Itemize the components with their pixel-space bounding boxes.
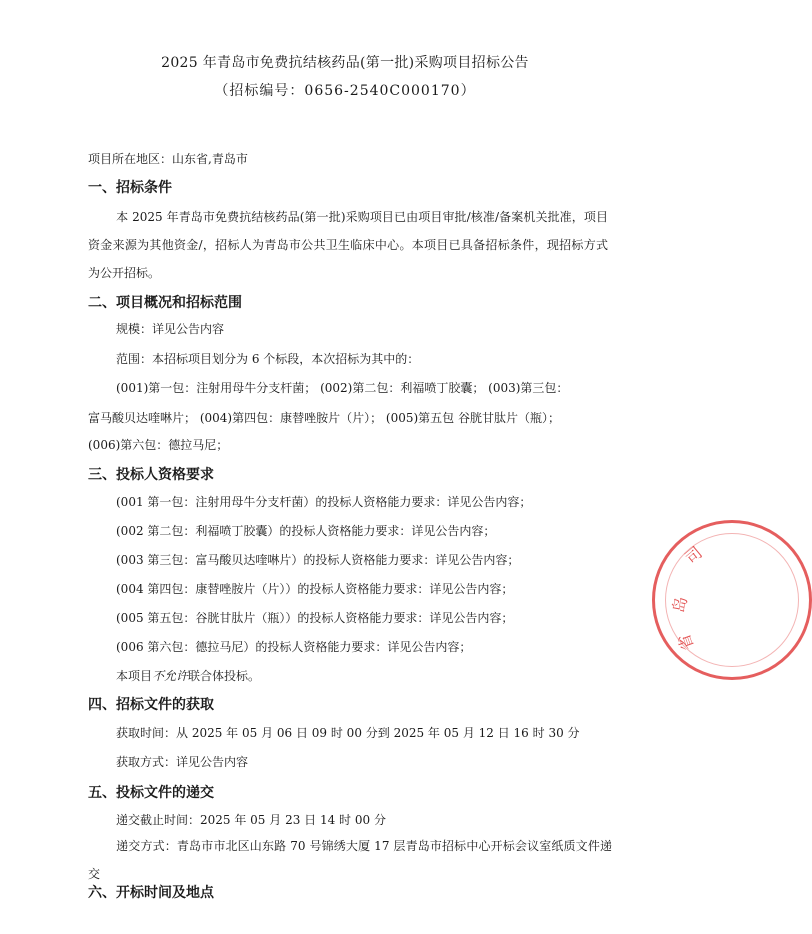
lots-line-1: (001)第一包：注射用母牛分支杆菌； (002)第二包：利福喷丁胶囊； (003)第三包： [116,381,569,395]
qualification-item: (006 第六包：德拉马尼）的投标人资格能力要求：详见公告内容； [116,640,472,654]
scale-line: 规模：详见公告内容 [116,322,225,336]
acquisition-method: 获取方式：详见公告内容 [116,755,249,769]
consortium-emphasis: 不允许 [152,669,189,683]
scope-line: 范围：本招标项目划分为 6 个标段，本次招标为其中的： [116,352,420,366]
section-4-heading: 四、招标文件的获取 [88,697,214,713]
consortium-line [116,667,260,684]
qualification-item: (003 第三包：富马酸贝达喹啉片）的投标人资格能力要求：详见公告内容； [116,553,520,567]
section-1-paragraph [88,203,608,287]
submission-method: 递交方式：青岛市市北区山东路 70 号锦绣大厦 17 层青岛市招标中心开标会议室纸质文件递交 [88,839,612,881]
lots-line-2: 富马酸贝达喹啉片； (004)第四包：康替唑胺片（片）； (005)第五包 谷胱甘肽片（瓶）； [88,411,560,425]
lots-line-3: (006)第六包：德拉马尼； [88,438,229,452]
section-2-heading: 二、项目概况和招标范围 [88,295,242,311]
section-3-heading: 三、投标人资格要求 [88,467,214,483]
qualification-item: (002 第二包：利福喷丁胶囊）的投标人资格能力要求：详见公告内容； [116,524,496,538]
submission-deadline: 递交截止时间：2025 年 05 月 23 日 14 时 00 分 [116,813,386,827]
consortium-prefix: 本项目 [116,669,153,683]
seal-char: 岛 [669,595,691,615]
tender-code: （招标编号：0656-2540C000170） [214,83,476,99]
seal-char: 司 [681,542,706,568]
qualification-item: (005 第五包：谷胱甘肽片（瓶））的投标人资格能力要求：详见公告内容； [116,611,514,625]
official-seal [652,520,812,680]
section-6-heading: 六、开标时间及地点 [88,885,214,901]
qualification-item: (001 第一包：注射用母牛分支杆菌）的投标人资格能力要求：详见公告内容； [116,495,532,509]
submission-method-paragraph [88,832,612,888]
section-1-heading: 一、招标条件 [88,180,172,196]
consortium-suffix: 联合体投标。 [188,669,261,683]
section-1-text: 本 2025 年青岛市免费抗结核药品(第一批)采购项目已由项目审批/核准/备案机关批准，项目资金来源为其他资金/，招标人为青岛市公共卫生临床中心。本项目已具备招标条件，现招标方式为公开招标。 [88,210,608,280]
project-location: 项目所在地区：山东省,青岛市 [88,152,248,166]
acquisition-time: 获取时间：从 2025 年 05 月 06 日 09 时 00 分到 2025 年 05 月 12 日 16 时 30 分 [116,726,580,740]
section-5-heading: 五、投标文件的递交 [88,785,214,801]
document-title: 2025 年青岛市免费抗结核药品(第一批)采购项目招标公告 [161,55,529,71]
qualification-item: (004 第四包：康替唑胺片（片））的投标人资格能力要求：详见公告内容； [116,582,514,596]
seal-char: 省 [674,631,698,653]
